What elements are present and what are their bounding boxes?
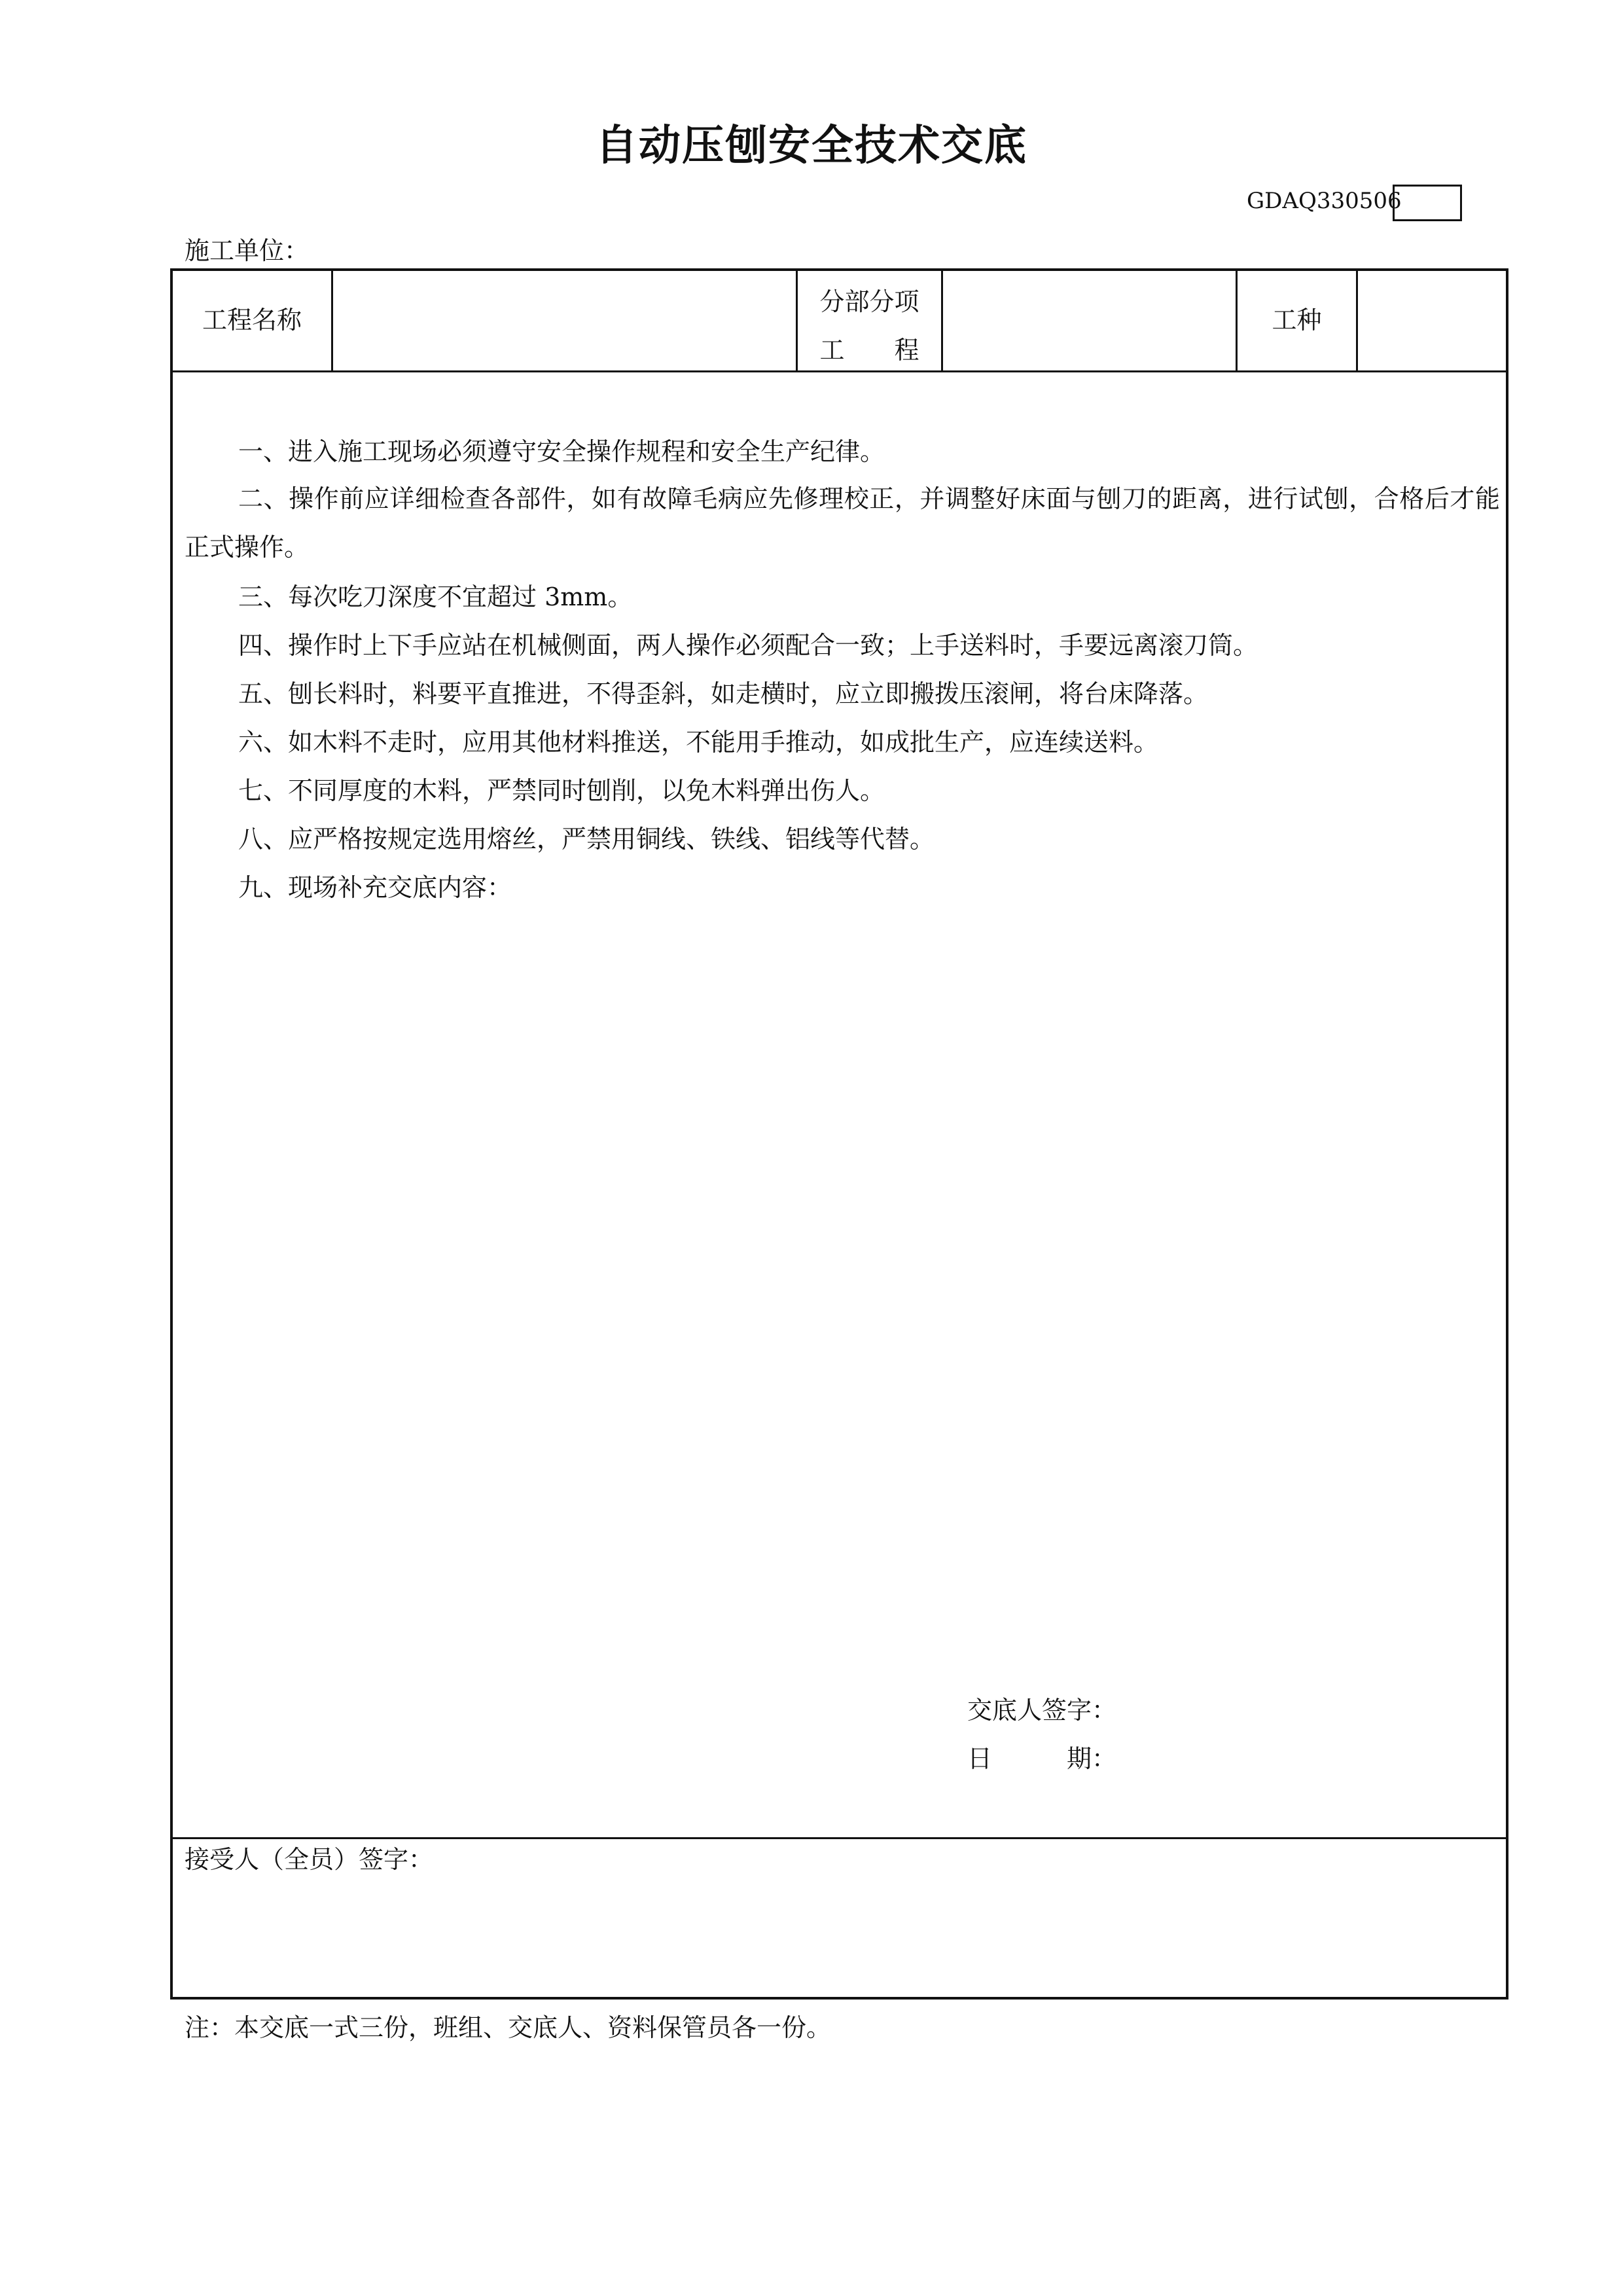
subproject-value[interactable] xyxy=(943,271,1234,367)
document-number-box xyxy=(1393,185,1462,221)
project-name-value[interactable] xyxy=(333,271,794,367)
disclosure-item: 九、现场补充交底内容： xyxy=(238,873,512,902)
document-number: GDAQ330506 xyxy=(1247,188,1402,214)
receiver-signature-label: 接受人（全员）签字： xyxy=(185,1845,434,1874)
disclosure-item: 五、刨长料时，料要平直推进，不得歪斜，如走横时，应立即搬拨压滚闸，将台床降落。 xyxy=(238,679,1209,708)
disclosure-item: 六、如木料不走时，应用其他材料推送，不能用手推动，如成批生产，应连续送料。 xyxy=(238,728,1159,757)
work-type-label: 工种 xyxy=(1272,306,1322,334)
disclosure-item: 七、不同厚度的木料，严禁同时刨削，以免木料弹出伤人。 xyxy=(238,776,885,805)
project-name-label: 工程名称 xyxy=(202,306,302,334)
date-label: 日 期： xyxy=(967,1744,1117,1773)
disclosure-item: 三、每次吃刀深度不宜超过 3mm。 xyxy=(238,583,633,611)
discloser-signature-label: 交底人签字： xyxy=(967,1696,1117,1725)
page-title: 自动压刨安全技术交底 xyxy=(596,122,1027,170)
disclosure-item: 一、进入施工现场必须遵守安全操作规程和安全生产纪律。 xyxy=(238,437,885,466)
work-type-value[interactable] xyxy=(1358,271,1506,367)
subproject-label-line2: 工 程 xyxy=(819,336,919,365)
footer-note: 注：本交底一式三份，班组、交底人、资料保管员各一份。 xyxy=(185,2013,832,2042)
header-row-divider xyxy=(173,370,1506,372)
content-divider xyxy=(173,1837,1506,1839)
disclosure-item: 八、应严格按规定选用熔丝，严禁用铜线、铁线、铝线等代替。 xyxy=(238,825,935,853)
subproject-label-line1: 分部分项 xyxy=(819,287,919,316)
disclosure-item: 二、操作前应详细检查各部件，如有故障毛病应先修理校正，并调整好床面与刨刀的距离，进行试刨，合格后才能正式操作。 xyxy=(185,484,1500,562)
construction-unit-label: 施工单位： xyxy=(185,236,310,265)
disclosure-item: 四、操作时上下手应站在机械侧面，两人操作必须配合一致；上手送料时，手要远离滚刀筒。 xyxy=(238,631,1258,660)
